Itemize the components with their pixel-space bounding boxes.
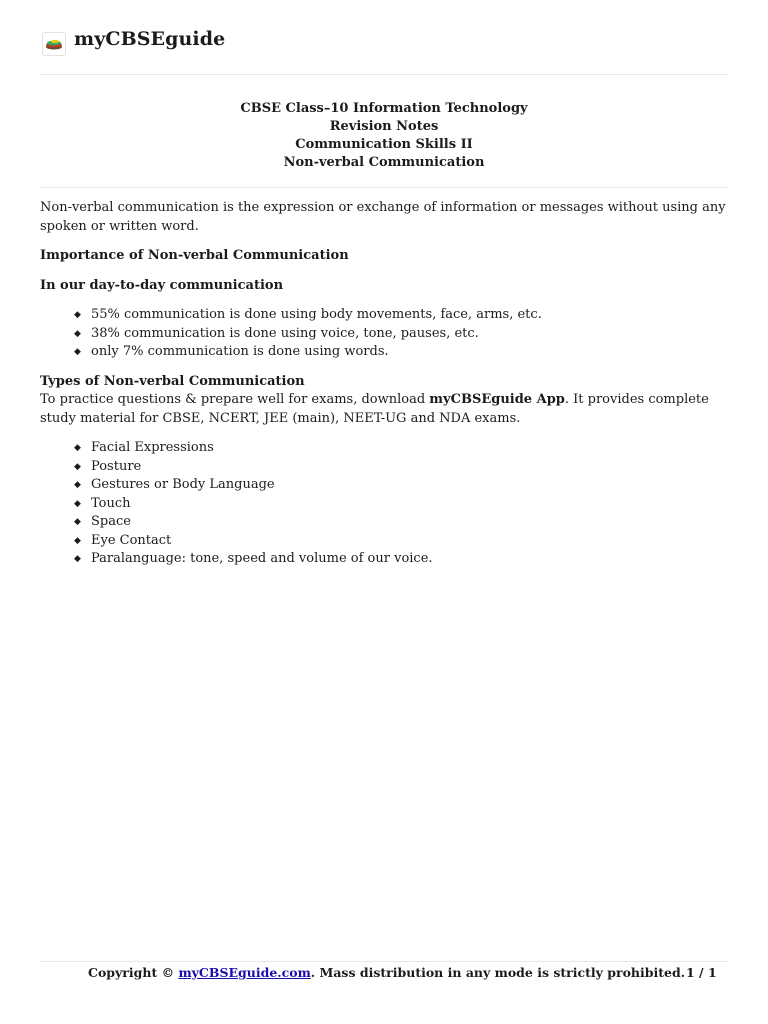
document-title [40, 100, 728, 172]
title-line: Revision Notes [329, 119, 439, 134]
brand-name[interactable]: myCBSEguide [74, 28, 226, 50]
list-item: ◆ Eye Contact [74, 532, 728, 551]
bullet-icon: ◆ [74, 498, 81, 509]
bullet-icon: ◆ [74, 554, 81, 564]
intro-paragraph: Non-verbal communication is the expression or exchange of information or messages without using any spoken or written word. [40, 200, 726, 234]
section-heading: In our day-to-day communication [40, 277, 284, 293]
list-item: ◆ Posture [74, 458, 728, 477]
bullet-icon: ◆ [74, 310, 81, 320]
list-item: ◆ Touch [74, 495, 728, 514]
promo-paragraph: To practice questions & prepare well for exams, download myCBSEguide App. It provides complete study material for CBSE, NCERT, JEE (main), NEET-UG and NDA exams. [40, 392, 709, 426]
title-line: Non-verbal Communication [283, 155, 485, 170]
book-stack-icon [43, 33, 65, 55]
list-item: ◆ Facial Expressions [74, 439, 728, 458]
copyright-footer: Copyright © myCBSEguide.com. Mass distribution in any mode is strictly prohibited. [88, 965, 686, 980]
section-heading: Importance of Non-verbal Communication [40, 248, 349, 263]
page-number: 1 / 1 [686, 965, 717, 980]
brand-logo[interactable] [42, 32, 66, 56]
app-name: myCBSEguide App [429, 392, 565, 407]
site-link[interactable]: myCBSEguide.com [178, 965, 311, 980]
bullet-icon: ◆ [74, 328, 81, 339]
list-item: ◆ Space [74, 513, 728, 532]
daily-list [40, 306, 728, 362]
divider [40, 187, 728, 188]
bullet-icon: ◆ [74, 461, 81, 472]
list-item: ◆ 38% communication is done using voice, tone, pauses, etc. [74, 325, 728, 344]
list-item: ◆ 55% communication is done using body movements, face, arms, etc. [74, 306, 728, 325]
types-list [40, 439, 728, 569]
title-line: CBSE Class–10 Information Technology [240, 101, 528, 116]
section-heading: Types of Non-verbal Communication [40, 373, 305, 389]
list-item: ◆ only 7% communication is done using words. [74, 343, 728, 362]
list-item: ◆ Paralanguage: tone, speed and volume of our voice. [74, 550, 728, 569]
document-body [40, 199, 728, 569]
bullet-icon: ◆ [74, 443, 81, 453]
bullet-icon: ◆ [74, 535, 81, 546]
bullet-icon: ◆ [74, 517, 81, 527]
bullet-icon: ◆ [74, 347, 81, 357]
list-item: ◆ Gestures or Body Language [74, 476, 728, 495]
title-line: Communication Skills II [295, 137, 473, 152]
page-header [40, 28, 728, 75]
footer-divider [40, 961, 728, 962]
bullet-icon: ◆ [74, 480, 81, 490]
